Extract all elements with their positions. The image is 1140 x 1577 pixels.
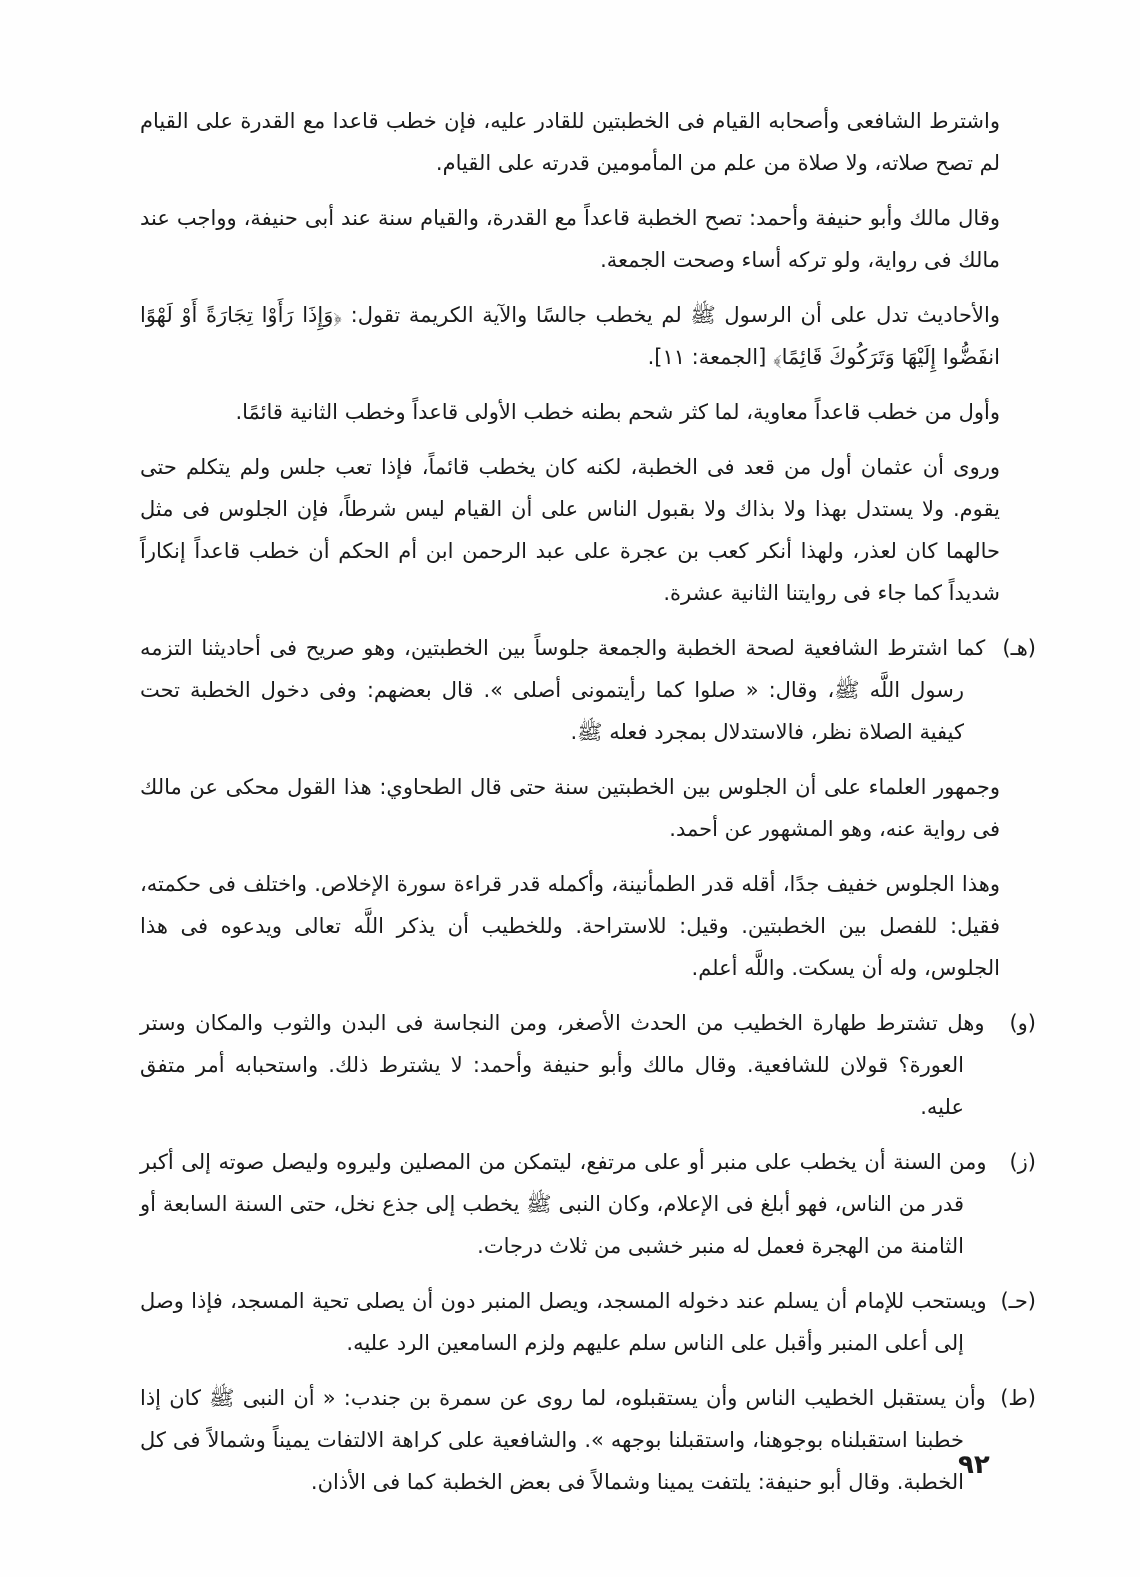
paragraph-malik-abu-hanifa: وقال مالك وأبو حنيفة وأحمد: تصح الخطبة قاعداً مع القدرة، والقيام سنة عند أبى حنيفة، وواجب عند مالك فى رواية، ولو تركه أساء وصحت الجمعة. (140, 206, 1000, 272)
list-item-text: كما اشترط الشافعية لصحة الخطبة والجمعة جلوساً بين الخطبتين، وهو صريح فى أحاديثنا التزمه رسول اللَّه ﷺ، وقال: « صلوا كما رأيتمونى أصلى ». قال بعضهم: وفى دخول الخطبة تحت كيفية الصلاة نظر، فالاستدلال بمجرد فعله ﷺ. (140, 636, 986, 744)
paragraph-hadith-quran-verse: والأحاديث تدل على أن الرسول ﷺ لم يخطب جالسًا والآية الكريمة تقول: ﴿وَإِذَا رَأَوْا تِجَارَةً أَوْ لَهْوًا انفَضُّوا إِلَيْهَا وَتَرَكُوكَ قَائِمًا﴾ [الجمعة: ١١]. (140, 303, 1000, 369)
paragraph-muawiya: وأول من خطب قاعداً معاوية، لما كثر شحم بطنه خطب الأولى قاعداً وخطب الثانية قائمًا. (235, 400, 1000, 424)
paragraph-shafii-condition: واشترط الشافعى وأصحابه القيام فى الخطبتين للقادر عليه، فإن خطب قاعدا مع القدرة على القيام لم تصح صلاته، ولا صلاة من علم من المأمومين قدرته على القيام. (140, 109, 1000, 175)
page-number: ٩٢ (958, 1450, 990, 1480)
list-item-text: وأن يستقبل الخطيب الناس وأن يستقبلوه، لما روى عن سمرة بن جندب: « أن النبى ﷺ كان إذا خطبنا استقبلناه بوجوهنا، واستقبلنا بوجهه ». والشافعية على كراهة الالتفات يميناً وشمالاً فى كل الخطبة. وقال أبو حنيفة: يلتفت يمينا وشمالاً فى بعض الخطبة كما فى الأذان. (140, 1386, 986, 1494)
list-item-text: ومن السنة أن يخطب على منبر أو على مرتفع، ليتمكن من المصلين وليروه وليصل صوته إلى أكبر قدر من الناس، فهو أبلغ فى الإعلام، وكان النبى ﷺ يخطب إلى جذع نخل، حتى السنة السابعة أو الثامنة من الهجرة فعمل له منبر خشبى من ثلاث درجات. (140, 1150, 987, 1258)
page-content (140, 100, 1036, 1516)
list-item-z: (ز) ومن السنة أن يخطب على منبر أو على مرتفع، ليتمكن من المصلين وليروه وليصل صوته إلى أكبر قدر من الناس، فهو أبلغ فى الإعلام، وكان النبى ﷺ يخطب إلى جذع نخل، حتى السنة السابعة أو الثامنة من الهجرة فعمل له منبر خشبى من ثلاث درجات. (140, 1150, 1036, 1258)
list-item-ha: (حـ) ويستحب للإمام أن يسلم عند دخوله المسجد، ويصل المنبر دون أن يصلى تحية المسجد، فإذا وصل إلى أعلى المنبر وأقبل على الناس سلم عليهم ولزم السامعين الرد عليه. (140, 1289, 1036, 1355)
list-item-w: (و) وهل تشترط طهارة الخطيب من الحدث الأصغر، ومن النجاسة فى البدن والثوب والمكان وستر العورة؟ قولان للشافعية. وقال مالك وأبو حنيفة وأحمد: لا يشترط ذلك. واستحبابه أمر متفق عليه. (140, 1011, 1036, 1119)
paragraph-uthman: وروى أن عثمان أول من قعد فى الخطبة، لكنه كان يخطب قائماً، فإذا تعب جلس ولم يتكلم حتى يقوم. ولا يستدل بهذا ولا بذاك ولا بقبول الناس على أن القيام ليس شرطاً، فإن الجلوس فى مثل حالهما كان لعذر، ولهذا أنكر كعب بن عجرة على عبد الرحمن ابن أم الحكم أن خطب قاعداً إنكاراً شديداً كما جاء فى روايتنا الثانية عشرة. (140, 455, 1000, 605)
paragraph-majority-scholars: وجمهور العلماء على أن الجلوس بين الخطبتين سنة حتى قال الطحاوي: هذا القول محكى عن مالك فى رواية عنه، وهو المشهور عن أحمد. (140, 775, 1000, 841)
list-item-ta: (ط) وأن يستقبل الخطيب الناس وأن يستقبلوه، لما روى عن سمرة بن جندب: « أن النبى ﷺ كان إذا خطبنا استقبلناه بوجوهنا، واستقبلنا بوجهه ». والشافعية على كراهة الالتفات يميناً وشمالاً فى كل الخطبة. وقال أبو حنيفة: يلتفت يمينا وشمالاً فى بعض الخطبة كما فى الأذان. (140, 1386, 1036, 1494)
list-item-h: (هـ) كما اشترط الشافعية لصحة الخطبة والجمعة جلوساً بين الخطبتين، وهو صريح فى أحاديثنا التزمه رسول اللَّه ﷺ، وقال: « صلوا كما رأيتمونى أصلى ». قال بعضهم: وفى دخول الخطبة تحت كيفية الصلاة نظر، فالاستدلال بمجرد فعله ﷺ. (140, 636, 1036, 744)
list-item-text: ويستحب للإمام أن يسلم عند دخوله المسجد، ويصل المنبر دون أن يصلى تحية المسجد، فإذا وصل إلى أعلى المنبر وأقبل على الناس سلم عليهم ولزم السامعين الرد عليه. (140, 1289, 987, 1355)
paragraph-sitting-duration: وهذا الجلوس خفيف جدًا، أقله قدر الطمأنينة، وأكمله قدر قراءة سورة الإخلاص. واختلف فى حكمته، فقيل: للفصل بين الخطبتين. وقيل: للاستراحة. وللخطيب أن يذكر اللَّه تعالى ويدعوه فى هذا الجلوس، وله أن يسكت. واللَّه أعلم. (140, 872, 1000, 980)
list-item-text: وهل تشترط طهارة الخطيب من الحدث الأصغر، ومن النجاسة فى البدن والثوب والمكان وستر العورة؟ قولان للشافعية. وقال مالك وأبو حنيفة وأحمد: لا يشترط ذلك. واستحبابه أمر متفق عليه. (140, 1011, 985, 1119)
